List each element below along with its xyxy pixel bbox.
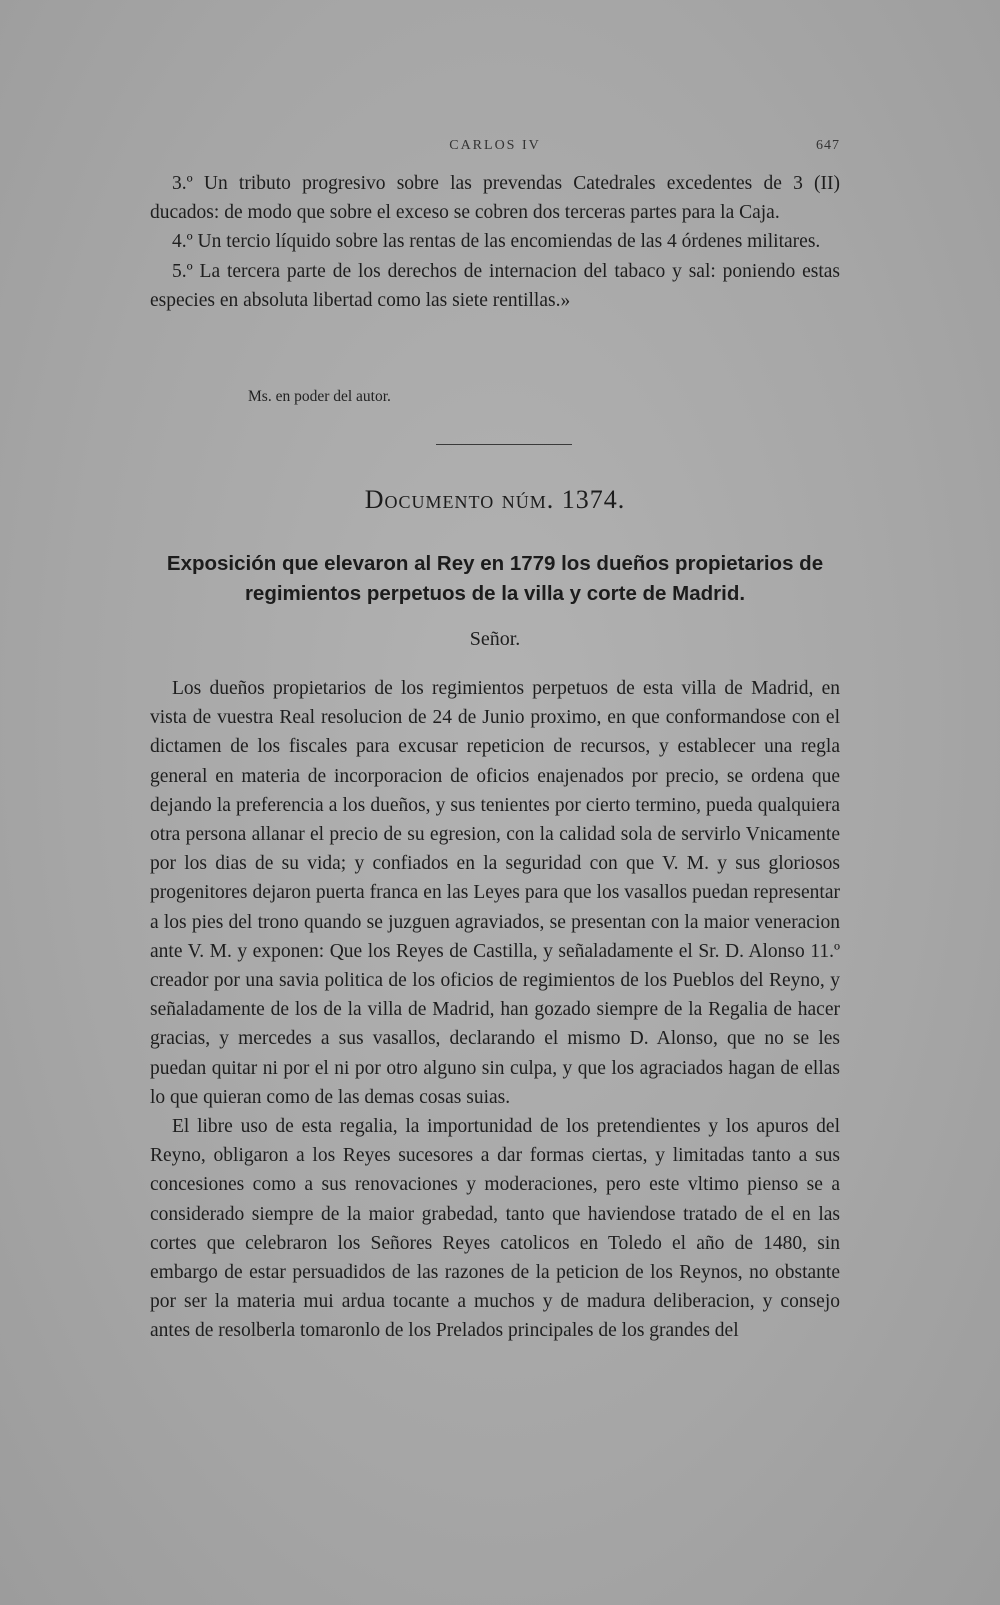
list-item: 5.º La tercera parte de los derechos de internacion del tabaco y sal: poniendo estas especies en absoluta libertad como las siete rentillas.» bbox=[150, 260, 840, 311]
upper-list bbox=[150, 169, 840, 315]
salutation: Señor. bbox=[469, 628, 521, 650]
main-text bbox=[150, 674, 840, 1346]
document-heading: Documento núm. 1374. bbox=[364, 485, 626, 514]
running-title: CARLOS IV bbox=[449, 138, 541, 153]
list-item: 3.º Un tributo progresivo sobre las prevendas Catedrales excedentes de 3 (II) ducados: de modo que sobre el exceso se cobren dos terceras partes para la Caja. bbox=[150, 173, 840, 224]
list-item: 4.º Un tercio líquido sobre las rentas de las encomiendas de las 4 órdenes militares. bbox=[172, 231, 821, 253]
paragraph: Los dueños propietarios de los regimientos perpetuos de esta villa de Madrid, en vista de vuestra Real resolucion de 24 de Junio proximo, en que conformandose con el dictamen de los fiscales para excusar repeticion de recursos, y establecer una regla general en materia de incorporacion de oficios enajenados por precio, se ordena que dejando la preferencia a los dueños, y sus tenientes por cierto termino, pueda qualquiera otra persona allanar el precio de su egresion, con la calidad sola de servirlo Vnicamente por los dias de su vida; y confiados en la seguridad con que V. M. y sus gloriosos progenitores dejaron puerta franca en las Leyes para que los vasallos puedan representar a los pies del trono quando se juzguen agraviados, se presentan con la maior veneracion ante V. M. y exponen: Que los Reyes de Castilla, y señaladamente el Sr. D. Alonso 11.º creador por una savia politica de los oficios de regimientos de los Pueblos del Reyno, y señaladamente de los de la villa de Madrid, han gozado siempre de la Regalia de hacer gracias, y mercedes a sus vasallos, declarando el mismo D. Alonso, que no se les puedan quitar ni por el ni por otro alguno sin culpa, y que los agraciados hagan de ellas lo que quieran como de las demas cosas suias. bbox=[150, 678, 840, 1108]
page-number: 647 bbox=[816, 138, 840, 153]
section-divider bbox=[436, 444, 572, 445]
source-note: Ms. en poder del autor. bbox=[248, 388, 391, 405]
paragraph: El libre uso de esta regalia, la importunidad de los pretendientes y los apuros del Reyno, obligaron a los Reyes sucesores a dar formas ciertas, y limitadas tanto a sus concesiones como a sus renovaciones y moderaciones, pero este vltimo pienso se a considerado siempre de la maior grabedad, tanto que haviendose tratado de el en las cortes que celebraron los Señores Reyes catolicos en Toledo el año de 1480, sin embargo de estar persuadidos de las razones de la peticion de los Reynos, no obstante por ser la materia mui ardua tocante a muchos y de madura deliberacion, y consejo antes de resolberla tomaronlo de los Prelados principales de los grandes del bbox=[150, 1116, 840, 1342]
page-header bbox=[150, 138, 840, 160]
document-title: Exposición que elevaron al Rey en 1779 los dueños propietarios de regimientos perpetuos de la villa y corte de Madrid. bbox=[166, 552, 824, 605]
